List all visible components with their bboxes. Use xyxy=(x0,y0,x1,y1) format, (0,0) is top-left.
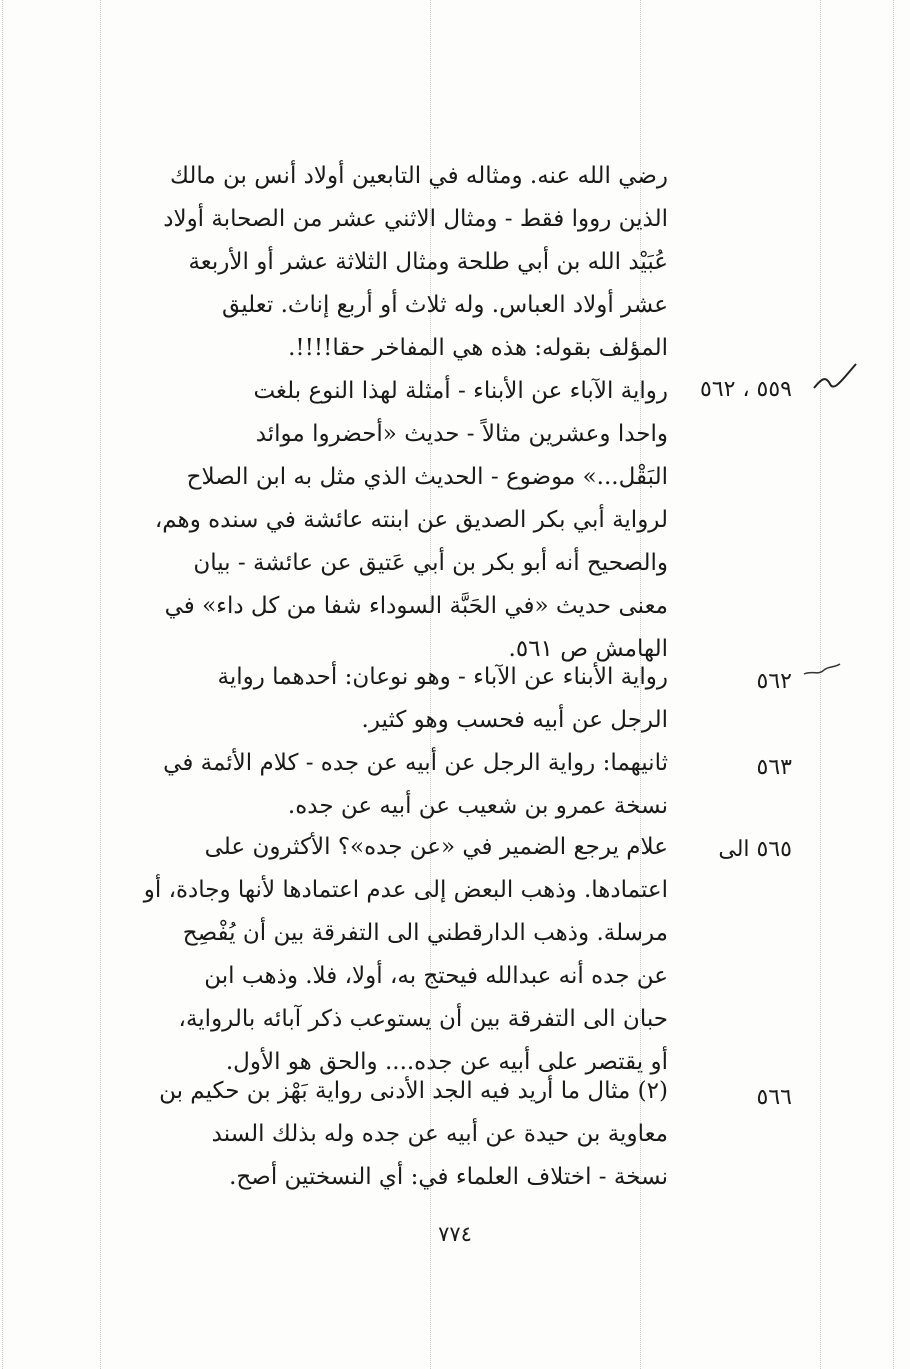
scan-guide-line xyxy=(893,0,894,1369)
entry-text-line: الرجل عن أبيه فحسب وهو كثير. xyxy=(361,707,668,733)
entry-text-line: رضي الله عنه. ومثاله في التابعين أولاد أنس بن مالك xyxy=(169,163,668,189)
entry-text-line: مرسلة. وذهب الدارقطني الى التفرقة بين أن يُفْصِح xyxy=(182,920,668,946)
page-reference: ٥٦٦ xyxy=(756,1085,792,1110)
index-entry xyxy=(120,742,668,828)
entry-text-line: معاوية بن حيدة عن أبيه عن جده وله بذلك السند xyxy=(211,1121,668,1147)
index-entry xyxy=(120,826,668,1084)
entry-text-line: علام يرجع الضمير في «عن جده»؟ الأكثرون على xyxy=(204,834,668,860)
entry-text-line: اعتمادها. وذهب البعض إلى عدم اعتمادها لأنها وجادة، أو xyxy=(143,877,668,903)
handwritten-tick-mark xyxy=(802,660,842,684)
entry-text-line: رواية الأبناء عن الآباء - وهو نوعان: أحدهما رواية xyxy=(217,664,668,690)
index-entry xyxy=(120,370,668,671)
entry-text-line: رواية الآباء عن الأبناء - أمثلة لهذا النوع بلغت xyxy=(253,378,668,404)
scan-guide-line xyxy=(820,0,821,1369)
entry-text-line: نسخة - اختلاف العلماء في: أي النسختين أصح. xyxy=(229,1164,668,1190)
page-reference: ٥٦٥ الى xyxy=(718,837,792,862)
page-number: ٧٧٤ xyxy=(438,1222,472,1246)
handwritten-check-mark xyxy=(812,362,858,402)
entry-text-line: أو يقتصر على أبيه عن جده.... والحق هو الأول. xyxy=(225,1049,668,1075)
index-entry-continuation xyxy=(120,155,668,370)
page-reference: ٥٦٣ xyxy=(756,755,792,780)
entry-text-line: الهامش ص ٥٦١. xyxy=(508,636,668,662)
entry-text-line: حبان الى التفرقة بين أن يستوعب ذكر آبائه بالرواية، xyxy=(178,1006,668,1032)
entry-text-line: عشر أولاد العباس. وله ثلاث أو أربع إناث. تعليق xyxy=(222,292,668,318)
entry-text-line: (٢) مثال ما أريد فيه الجد الأدنى رواية بَهْز بن حكيم بن xyxy=(159,1078,668,1104)
entry-text-line: الذين رووا فقط - ومثال الاثني عشر من الصحابة أولاد xyxy=(163,206,668,232)
entry-text-line: نسخة عمرو بن شعيب عن أبيه عن جده. xyxy=(287,793,668,819)
page-reference: ٥٥٩ ، ٥٦٢ xyxy=(700,377,792,402)
index-entry xyxy=(106,1070,668,1199)
scan-guide-line xyxy=(100,0,101,1369)
entry-text-line: لرواية أبي بكر الصديق عن ابنته عائشة في سنده وهم، xyxy=(154,507,668,533)
entry-text-line: والصحيح أنه أبو بكر بن أبي عَتيق عن عائشة - بيان xyxy=(193,550,668,576)
entry-text-line: ثانيهما: رواية الرجل عن أبيه عن جده - كلام الأئمة في xyxy=(163,750,668,776)
entry-text-line: معنى حديث «في الحَبَّة السوداء شفا من كل داء» في xyxy=(164,593,668,619)
entry-text-line: المؤلف بقوله: هذه هي المفاخر حقا!!!!. xyxy=(288,335,668,361)
page-reference: ٥٦٢ xyxy=(756,669,792,694)
entry-text-line: البَقْل...» موضوع - الحديث الذي مثل به ابن الصلاح xyxy=(186,464,668,490)
entry-text-line: عن جده أنه عبدالله فيحتج به، أولا، فلا. وذهب ابن xyxy=(204,963,668,989)
entry-text-line: عُبَيْد الله بن أبي طلحة ومثال الثلاثة عشر أو الأربعة xyxy=(188,249,668,275)
index-entry xyxy=(120,656,668,742)
scan-guide-line xyxy=(2,0,3,1369)
entry-text-line: واحدا وعشرين مثالاً - حديث «أحضروا موائد xyxy=(255,421,668,447)
